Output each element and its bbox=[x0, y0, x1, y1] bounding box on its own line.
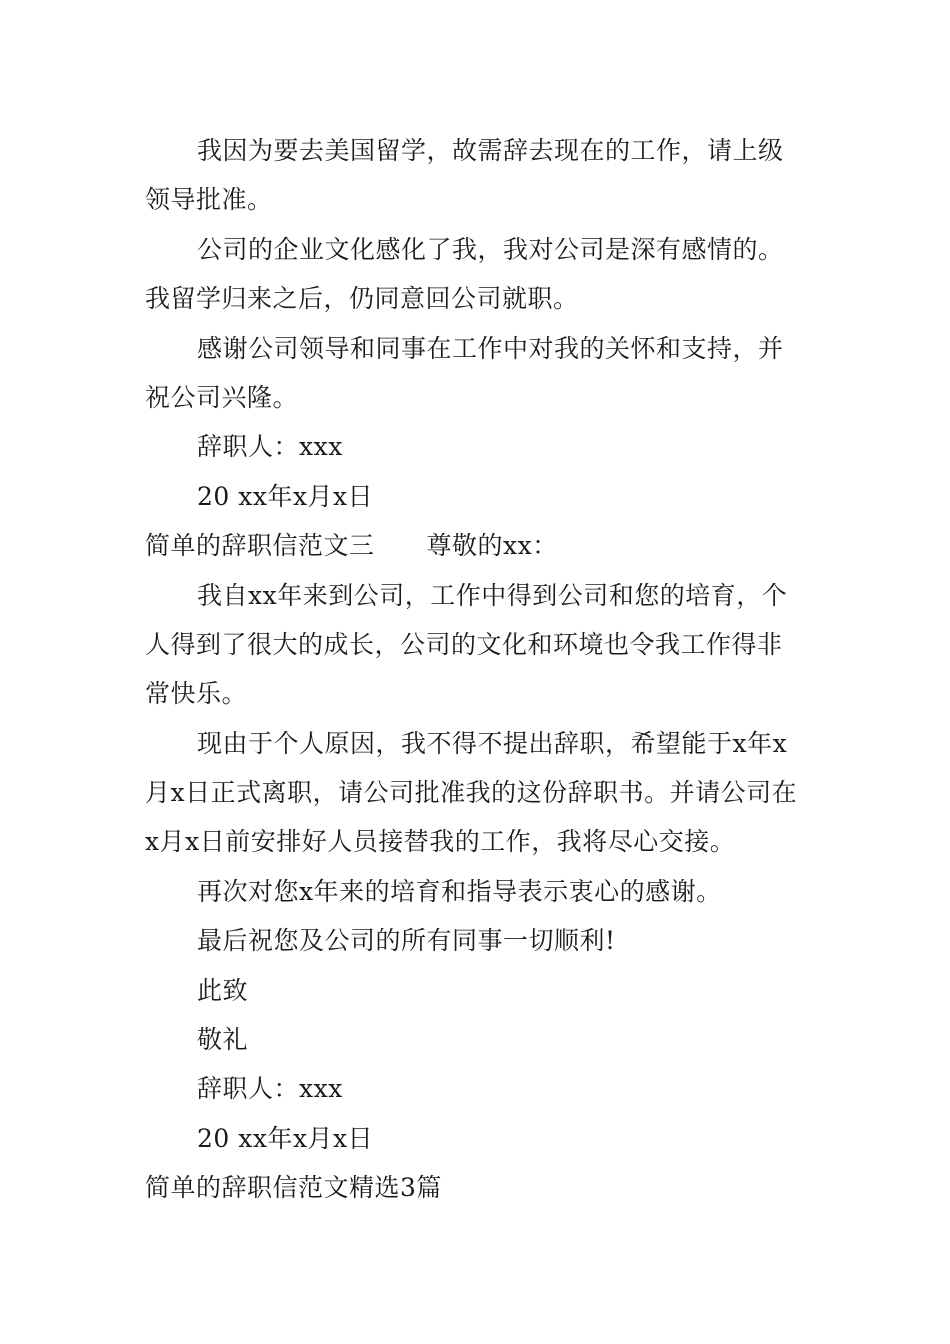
signature-line: 辞职人：xxx bbox=[197, 1074, 343, 1104]
section-heading-line bbox=[145, 521, 815, 570]
section-title: 简单的辞职信范文三 bbox=[145, 531, 375, 561]
paragraph-line: 月x日正式离职，请公司批准我的这份辞职书。并请公司在 bbox=[145, 778, 798, 808]
paragraph-line: 现由于个人原因，我不得不提出辞职，希望能于x年x bbox=[197, 728, 788, 758]
paragraph-line: 感谢公司领导和同事在工作中对我的关怀和支持，并 bbox=[197, 333, 784, 363]
paragraph-line: 公司的企业文化感化了我，我对公司是深有感情的。 bbox=[197, 234, 784, 264]
paragraph-line: 人得到了很大的成长，公司的文化和环境也令我工作得非 bbox=[145, 629, 783, 659]
date-line: 20 xx年x月x日 bbox=[197, 1123, 374, 1153]
footer-title-line: 简单的辞职信范文精选3篇 bbox=[145, 1173, 442, 1203]
paragraph-line: 我自xx年来到公司，工作中得到公司和您的培育，个 bbox=[197, 580, 788, 610]
paragraph-line: 最后祝您及公司的所有同事一切顺利! bbox=[197, 926, 616, 956]
paragraph-line: 再次对您x年来的培育和指导表示衷心的感谢。 bbox=[197, 876, 722, 906]
paragraph-line: 我留学归来之后，仍同意回公司就职。 bbox=[145, 284, 579, 314]
closing-line: 敬礼 bbox=[197, 1025, 249, 1055]
paragraph-line: 祝公司兴隆。 bbox=[145, 382, 299, 412]
date-line: 20 xx年x月x日 bbox=[197, 481, 374, 511]
closing-line: 此致 bbox=[197, 975, 249, 1005]
paragraph-line: x月x日前安排好人员接替我的工作，我将尽心交接。 bbox=[145, 827, 736, 857]
paragraph-line: 常快乐。 bbox=[145, 679, 248, 709]
paragraph-line: 领导批准。 bbox=[145, 185, 273, 215]
paragraph-line: 我因为要去美国留学，故需辞去现在的工作，请上级 bbox=[197, 136, 784, 165]
salutation: 尊敬的xx： bbox=[426, 531, 558, 561]
signature-line: 辞职人：xxx bbox=[197, 432, 343, 462]
document-body bbox=[145, 126, 815, 1213]
